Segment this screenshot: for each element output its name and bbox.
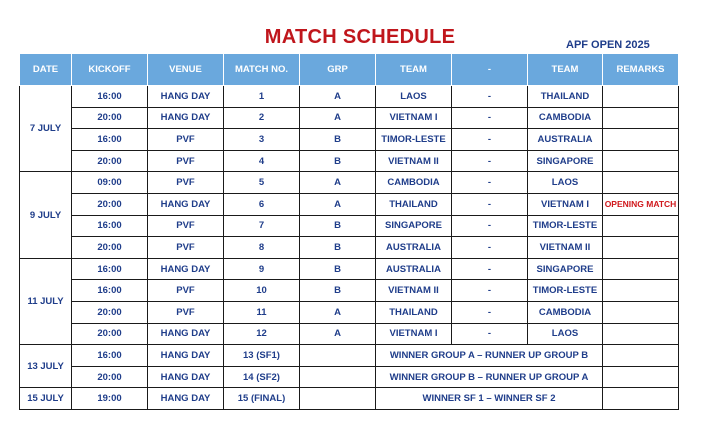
table-row	[20, 366, 679, 388]
team-home-cell: VIETNAM I	[376, 107, 452, 129]
venue-cell: PVF	[148, 237, 224, 259]
header-match-no: MATCH NO.	[224, 54, 300, 86]
group-cell: B	[300, 258, 376, 280]
table-row	[20, 172, 679, 194]
separator-cell: -	[452, 150, 528, 172]
separator-cell: -	[452, 107, 528, 129]
separator-cell: -	[452, 258, 528, 280]
team-home-cell: AUSTRALIA	[376, 237, 452, 259]
team-away-cell: AUSTRALIA	[528, 129, 603, 151]
team-home-cell: THAILAND	[376, 301, 452, 323]
separator-cell: -	[452, 280, 528, 302]
date-cell: 9 JULY	[20, 172, 72, 258]
fixture-cell: WINNER GROUP B – RUNNER UP GROUP A	[376, 366, 603, 388]
header-group: GRP	[300, 54, 376, 86]
table-row	[20, 301, 679, 323]
venue-cell: PVF	[148, 280, 224, 302]
remarks-cell	[603, 258, 679, 280]
team-home-cell: VIETNAM I	[376, 323, 452, 345]
header-date: DATE	[20, 54, 72, 86]
remarks-cell	[603, 345, 679, 367]
team-away-cell: SINGAPORE	[528, 258, 603, 280]
group-cell: A	[300, 323, 376, 345]
group-cell: B	[300, 280, 376, 302]
venue-cell: PVF	[148, 215, 224, 237]
page-title: MATCH SCHEDULE	[264, 26, 456, 48]
team-away-cell: CAMBODIA	[528, 301, 603, 323]
venue-cell: HANG DAY	[148, 107, 224, 129]
table-row	[20, 129, 679, 151]
remarks-cell	[603, 366, 679, 388]
separator-cell: -	[452, 237, 528, 259]
kickoff-cell: 16:00	[72, 129, 148, 151]
match-schedule-table	[19, 53, 679, 410]
team-home-cell: TIMOR-LESTE	[376, 129, 452, 151]
kickoff-cell: 16:00	[72, 215, 148, 237]
group-cell: A	[300, 301, 376, 323]
group-cell: A	[300, 193, 376, 215]
remarks-cell	[603, 172, 679, 194]
remarks-cell	[603, 280, 679, 302]
venue-cell: PVF	[148, 301, 224, 323]
fixture-cell: WINNER SF 1 – WINNER SF 2	[376, 388, 603, 410]
kickoff-cell: 09:00	[72, 172, 148, 194]
separator-cell: -	[452, 215, 528, 237]
team-home-cell: THAILAND	[376, 193, 452, 215]
kickoff-cell: 20:00	[72, 366, 148, 388]
venue-cell: HANG DAY	[148, 388, 224, 410]
match-no-cell: 11	[224, 301, 300, 323]
table-row	[20, 150, 679, 172]
tournament-name: APF OPEN 2025	[566, 39, 650, 51]
venue-cell: PVF	[148, 129, 224, 151]
date-cell: 15 JULY	[20, 388, 72, 410]
team-away-cell: LAOS	[528, 172, 603, 194]
venue-cell: HANG DAY	[148, 258, 224, 280]
group-cell: B	[300, 150, 376, 172]
group-cell: B	[300, 237, 376, 259]
team-away-cell: CAMBODIA	[528, 107, 603, 129]
venue-cell: HANG DAY	[148, 86, 224, 108]
remarks-cell	[603, 215, 679, 237]
match-no-cell: 8	[224, 237, 300, 259]
separator-cell: -	[452, 172, 528, 194]
team-home-cell: VIETNAM II	[376, 150, 452, 172]
remarks-cell	[603, 323, 679, 345]
date-cell: 7 JULY	[20, 86, 72, 172]
match-no-cell: 5	[224, 172, 300, 194]
table-row	[20, 388, 679, 410]
match-no-cell: 9	[224, 258, 300, 280]
kickoff-cell: 20:00	[72, 323, 148, 345]
header-kickoff: KICKOFF	[72, 54, 148, 86]
kickoff-cell: 20:00	[72, 107, 148, 129]
match-no-cell: 14 (SF2)	[224, 366, 300, 388]
table-row	[20, 280, 679, 302]
team-home-cell: VIETNAM II	[376, 280, 452, 302]
match-no-cell: 2	[224, 107, 300, 129]
team-home-cell: SINGAPORE	[376, 215, 452, 237]
kickoff-cell: 20:00	[72, 193, 148, 215]
table-row	[20, 323, 679, 345]
remarks-cell	[603, 388, 679, 410]
opening-match-remark: OPENING MATCH	[603, 193, 679, 215]
team-away-cell: LAOS	[528, 323, 603, 345]
team-away-cell: THAILAND	[528, 86, 603, 108]
group-cell: B	[300, 129, 376, 151]
group-cell: B	[300, 215, 376, 237]
remarks-cell	[603, 150, 679, 172]
team-away-cell: TIMOR-LESTE	[528, 215, 603, 237]
separator-cell: -	[452, 301, 528, 323]
group-cell	[300, 345, 376, 367]
match-no-cell: 6	[224, 193, 300, 215]
kickoff-cell: 19:00	[72, 388, 148, 410]
remarks-cell	[603, 107, 679, 129]
kickoff-cell: 20:00	[72, 237, 148, 259]
group-cell	[300, 366, 376, 388]
team-away-cell: SINGAPORE	[528, 150, 603, 172]
match-no-cell: 15 (FINAL)	[224, 388, 300, 410]
table-row	[20, 345, 679, 367]
table-row	[20, 258, 679, 280]
header-remarks: REMARKS	[603, 54, 679, 86]
venue-cell: HANG DAY	[148, 345, 224, 367]
header-row	[20, 54, 679, 86]
date-cell: 11 JULY	[20, 258, 72, 344]
team-away-cell: TIMOR-LESTE	[528, 280, 603, 302]
remarks-cell	[603, 237, 679, 259]
kickoff-cell: 16:00	[72, 345, 148, 367]
group-cell	[300, 388, 376, 410]
remarks-cell	[603, 86, 679, 108]
venue-cell: PVF	[148, 172, 224, 194]
header-separator: -	[452, 54, 528, 86]
separator-cell: -	[452, 129, 528, 151]
kickoff-cell: 20:00	[72, 150, 148, 172]
header-venue: VENUE	[148, 54, 224, 86]
separator-cell: -	[452, 86, 528, 108]
header-team-home: TEAM	[376, 54, 452, 86]
kickoff-cell: 20:00	[72, 301, 148, 323]
remarks-cell	[603, 301, 679, 323]
kickoff-cell: 16:00	[72, 280, 148, 302]
table-row	[20, 237, 679, 259]
match-no-cell: 12	[224, 323, 300, 345]
match-no-cell: 1	[224, 86, 300, 108]
group-cell: A	[300, 86, 376, 108]
remarks-cell	[603, 129, 679, 151]
kickoff-cell: 16:00	[72, 86, 148, 108]
separator-cell: -	[452, 193, 528, 215]
venue-cell: HANG DAY	[148, 193, 224, 215]
match-no-cell: 13 (SF1)	[224, 345, 300, 367]
team-home-cell: CAMBODIA	[376, 172, 452, 194]
header-team-away: TEAM	[528, 54, 603, 86]
table-row	[20, 107, 679, 129]
group-cell: A	[300, 172, 376, 194]
team-home-cell: AUSTRALIA	[376, 258, 452, 280]
match-no-cell: 10	[224, 280, 300, 302]
table-row	[20, 86, 679, 108]
venue-cell: PVF	[148, 150, 224, 172]
group-cell: A	[300, 107, 376, 129]
team-home-cell: LAOS	[376, 86, 452, 108]
table-row	[20, 193, 679, 215]
match-no-cell: 3	[224, 129, 300, 151]
table-row	[20, 215, 679, 237]
venue-cell: HANG DAY	[148, 366, 224, 388]
separator-cell: -	[452, 323, 528, 345]
match-no-cell: 7	[224, 215, 300, 237]
date-cell: 13 JULY	[20, 345, 72, 388]
fixture-cell: WINNER GROUP A – RUNNER UP GROUP B	[376, 345, 603, 367]
team-away-cell: VIETNAM II	[528, 237, 603, 259]
venue-cell: HANG DAY	[148, 323, 224, 345]
kickoff-cell: 16:00	[72, 258, 148, 280]
match-no-cell: 4	[224, 150, 300, 172]
team-away-cell: VIETNAM I	[528, 193, 603, 215]
